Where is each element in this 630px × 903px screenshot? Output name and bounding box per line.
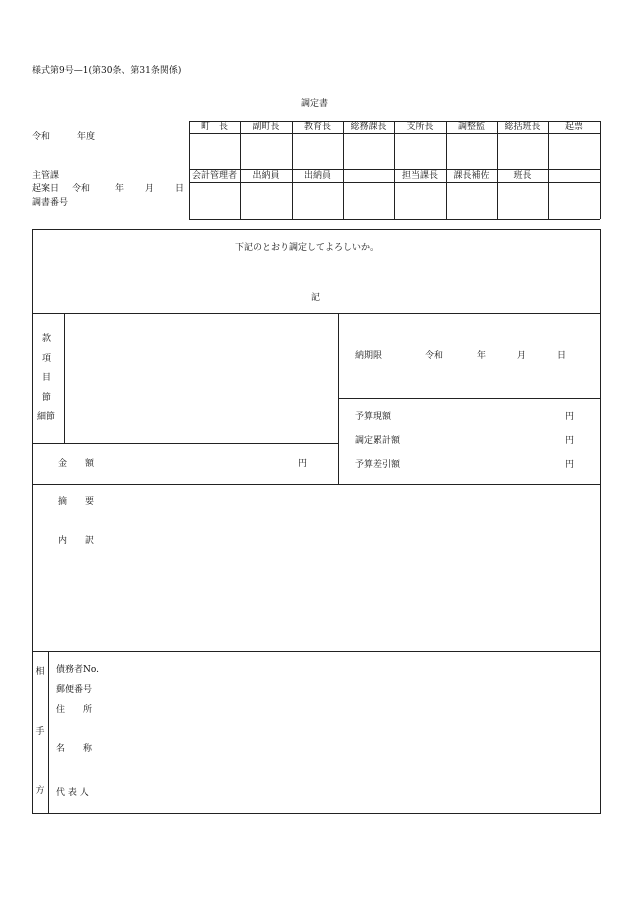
budget-saisetsu: 細節 [37,412,56,422]
budget-current-label: 予算現額 [355,412,392,422]
approver-team-leader: 総括班長 [504,122,541,132]
due-date-month: 月 [517,351,527,361]
page-title: 調定書 [301,99,329,109]
approver-deputy-mayor: 副町長 [252,122,280,132]
approver-general-affairs-chief: 総務課長 [350,122,387,132]
intro-text: 下記のとおり調定してよろしいか。 [235,243,380,253]
approver-mayor: 町 長 [200,122,228,132]
budget-moku: 目 [42,373,52,383]
budget-kan: 款 [42,334,52,344]
approver-superintendent: 教育長 [303,122,331,132]
approver-cashier-1: 出納員 [252,171,280,181]
budget-current-yen: 円 [565,412,575,422]
main-form-frame [32,229,601,814]
breakdown-label: 内 訳 [58,536,95,546]
budget-balance-label: 予算差引額 [355,460,401,470]
approver-group-leader: 班長 [513,171,532,181]
due-date-label: 納期限 [355,351,383,361]
approver-assistant-chief: 課長補佐 [453,171,490,181]
address-label: 住 所 [56,705,93,715]
draft-date-label: 起案日 [32,184,60,194]
representative-label: 代 表 人 [56,788,89,798]
budget-kou: 項 [42,354,52,364]
due-date-year: 年 [477,351,487,361]
amount-yen: 円 [298,459,308,469]
counterparty-side-2: 手 [35,727,45,737]
approver-cashier-2: 出納員 [303,171,331,181]
postal-code-label: 郵便番号 [56,685,93,695]
budget-balance-yen: 円 [565,460,575,470]
total-assessed-yen: 円 [565,436,575,446]
approver-drafter: 起票 [564,122,583,132]
counterparty-side-3: 方 [35,786,45,796]
amount-label: 金 額 [58,459,95,469]
approver-coordinator: 調整監 [457,122,485,132]
approver-accounting-manager: 会計管理者 [191,171,237,181]
form-number: 様式第9号—1(第30条、第31条関係) [32,66,182,76]
name-label: 名 称 [56,744,93,754]
counterparty-side-1: 相 [35,667,45,677]
department-label: 主管課 [32,171,60,181]
approver-section-chief: 担当課長 [401,171,438,181]
due-date-day: 日 [557,351,567,361]
approver-branch-chief: 支所長 [406,122,434,132]
budget-setsu: 節 [42,393,52,403]
due-date-era: 令和 [425,351,444,361]
summary-label: 摘 要 [58,497,95,507]
ki-label: 記 [311,293,321,303]
draft-date-day: 日 [175,184,185,194]
draft-date-month: 月 [145,184,155,194]
fiscal-year: 令和 年度 [32,132,96,142]
total-assessed-label: 調定累計額 [355,436,401,446]
draft-date-era: 令和 [72,184,91,194]
draft-date-year: 年 [115,184,125,194]
document-number-label: 調書番号 [32,198,69,208]
debtor-number-label: 債務者No. [56,665,99,675]
